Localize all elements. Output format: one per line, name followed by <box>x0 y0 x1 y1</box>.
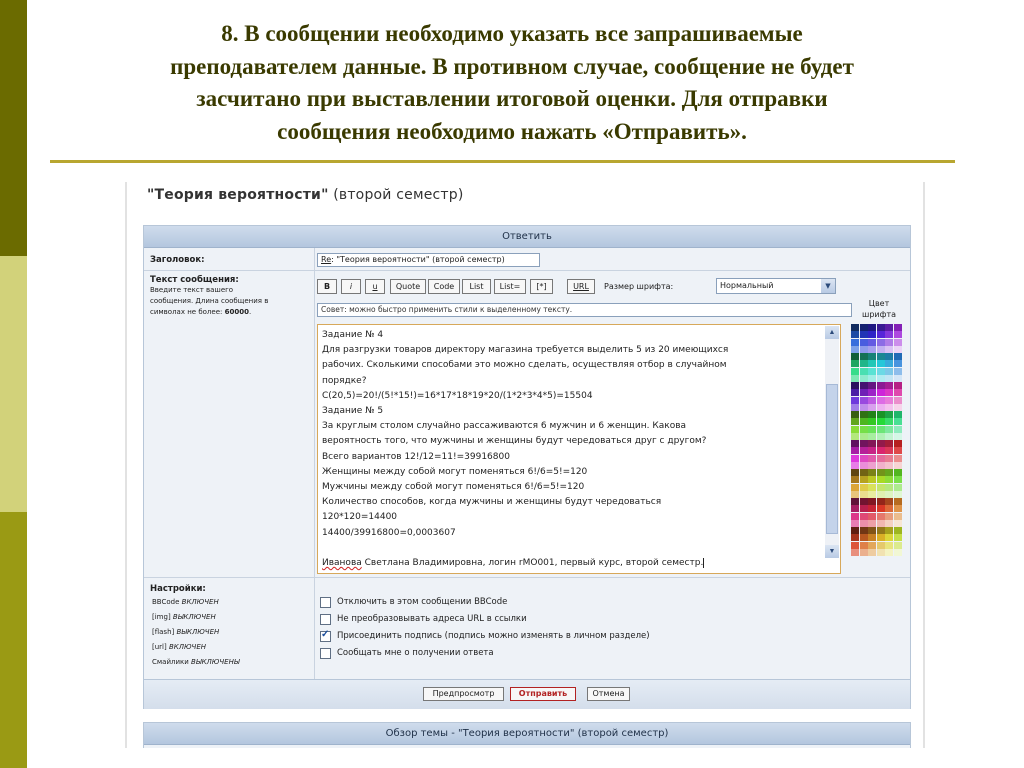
palette-color-swatch[interactable] <box>860 360 868 367</box>
palette-color-swatch[interactable] <box>851 476 859 483</box>
palette-color-swatch[interactable] <box>860 534 868 541</box>
palette-color-swatch[interactable] <box>851 549 859 556</box>
palette-color-swatch[interactable] <box>877 513 885 520</box>
palette-color-swatch[interactable] <box>868 476 876 483</box>
palette-color-swatch[interactable] <box>894 418 902 425</box>
palette-color-swatch[interactable] <box>868 447 876 454</box>
palette-color-swatch[interactable] <box>885 433 893 440</box>
palette-color-swatch[interactable] <box>894 331 902 338</box>
palette-color-swatch[interactable] <box>894 382 902 389</box>
palette-color-swatch[interactable] <box>894 440 902 447</box>
message-line-signature <box>322 556 820 571</box>
message-line: Мужчины между собой могут поменяться 6!/6=5!=120 <box>322 482 585 493</box>
palette-color-swatch[interactable] <box>860 375 868 382</box>
palette-color-swatch[interactable] <box>868 469 876 476</box>
palette-color-swatch[interactable] <box>894 491 902 498</box>
topic-title-rest: (второй семестр) <box>328 187 464 203</box>
label-column-divider <box>314 248 315 679</box>
reply-form-header: Ответить <box>144 226 910 248</box>
attach-signature-checkbox[interactable] <box>320 631 331 642</box>
message-line: Количество способов, когда мужчины и женщины будут чередоваться <box>322 497 662 508</box>
palette-color-swatch[interactable] <box>860 368 868 375</box>
message-hint: Введите текст вашего сообщения. Длина сообщения в символах не более: 60000. <box>150 285 310 318</box>
palette-color-swatch[interactable] <box>885 491 893 498</box>
palette-color-swatch[interactable] <box>877 527 885 534</box>
message-line: Женщины между собой могут поменяться 6!/6=5!=120 <box>322 466 588 477</box>
message-text <box>322 328 820 571</box>
palette-color-swatch[interactable] <box>851 353 859 360</box>
palette-color-swatch[interactable] <box>851 368 859 375</box>
slide-title-line: засчитано при выставлении итоговой оценки. Для отправки <box>196 86 828 111</box>
subject-input[interactable] <box>317 253 540 267</box>
palette-color-swatch[interactable] <box>868 346 876 353</box>
palette-color-swatch[interactable] <box>885 462 893 469</box>
attach-signature-label[interactable]: Присоединить подпись (подпись можно изменять в личном разделе) <box>337 631 650 641</box>
palette-color-swatch[interactable] <box>860 426 868 433</box>
palette-color-swatch[interactable] <box>894 339 902 346</box>
palette-color-swatch[interactable] <box>860 418 868 425</box>
palette-color-swatch[interactable] <box>885 382 893 389</box>
palette-color-swatch[interactable] <box>894 469 902 476</box>
palette-color-swatch[interactable] <box>894 389 902 396</box>
palette-color-swatch[interactable] <box>877 462 885 469</box>
font-color-label-line: шрифта <box>862 310 896 319</box>
message-line: 14400/39916800=0,0003607 <box>322 527 456 538</box>
palette-color-swatch[interactable] <box>894 433 902 440</box>
palette-color-swatch[interactable] <box>868 397 876 404</box>
palette-color-swatch[interactable] <box>894 324 902 331</box>
palette-color-swatch[interactable] <box>851 418 859 425</box>
setting-state: ВЫКЛЮЧЕН <box>172 613 216 621</box>
palette-color-swatch[interactable] <box>860 397 868 404</box>
palette-color-swatch[interactable] <box>851 447 859 454</box>
slide-accent-bar <box>0 0 27 768</box>
palette-color-swatch[interactable] <box>877 498 885 505</box>
message-line: вероятность того, что мужчины и женщины будут чередоваться друг с другом? <box>322 436 707 447</box>
cancel-button[interactable]: Отмена <box>587 687 630 701</box>
palette-color-swatch[interactable] <box>868 418 876 425</box>
palette-color-swatch[interactable] <box>851 520 859 527</box>
message-line: рабочих. Сколькими способами это можно сделать, осуществляя отбор в случайном <box>322 360 727 371</box>
scrollbar-thumb[interactable] <box>826 384 838 534</box>
signature-name: Иванова <box>322 558 362 569</box>
palette-color-swatch[interactable] <box>868 455 876 462</box>
palette-color-swatch[interactable] <box>894 375 902 382</box>
notify-reply-label[interactable]: Сообщать мне о получении ответа <box>337 648 494 658</box>
palette-color-swatch[interactable] <box>885 534 893 541</box>
palette-color-swatch[interactable] <box>885 389 893 396</box>
message-hint-line: сообщения. Длина сообщения в <box>150 297 269 305</box>
message-line: C(20,5)=20!/(5!*15!)=16*17*18*19*20/(1*2*3*4*5)=15504 <box>322 390 593 401</box>
palette-color-swatch[interactable] <box>877 469 885 476</box>
palette-color-swatch[interactable] <box>860 447 868 454</box>
subject-value: : "Теория вероятности" (второй семестр) <box>331 255 505 264</box>
font-size-select[interactable] <box>716 278 836 294</box>
disable-url-checkbox[interactable] <box>320 614 331 625</box>
palette-color-swatch[interactable] <box>851 331 859 338</box>
palette-color-swatch[interactable] <box>894 520 902 527</box>
palette-color-swatch[interactable] <box>868 382 876 389</box>
palette-color-swatch[interactable] <box>851 542 859 549</box>
palette-color-swatch[interactable] <box>885 339 893 346</box>
slide-title-line: сообщения необходимо нажать «Отправить». <box>277 118 747 144</box>
palette-color-swatch[interactable] <box>894 368 902 375</box>
form-buttons <box>144 679 910 709</box>
palette-color-swatch[interactable] <box>877 375 885 382</box>
title-divider <box>50 160 955 163</box>
palette-color-swatch[interactable] <box>860 389 868 396</box>
palette-color-swatch[interactable] <box>885 476 893 483</box>
palette-color-swatch[interactable] <box>885 426 893 433</box>
palette-color-swatch[interactable] <box>851 346 859 353</box>
palette-color-swatch[interactable] <box>851 527 859 534</box>
accent-block-light <box>0 256 27 512</box>
palette-color-swatch[interactable] <box>894 404 902 411</box>
disable-bbcode-checkbox[interactable] <box>320 597 331 608</box>
palette-color-swatch[interactable] <box>877 433 885 440</box>
message-line: Задание № 4 <box>322 330 384 340</box>
setting-state: ВКЛЮЧЕН <box>168 643 207 651</box>
setting-name: BBCode <box>152 598 180 606</box>
palette-color-swatch[interactable] <box>851 534 859 541</box>
palette-color-swatch[interactable] <box>877 491 885 498</box>
scroll-up-icon[interactable]: ▲ <box>825 326 839 339</box>
palette-color-swatch[interactable] <box>894 476 902 483</box>
palette-color-swatch[interactable] <box>868 498 876 505</box>
palette-color-swatch[interactable] <box>868 411 876 418</box>
palette-color-swatch[interactable] <box>868 542 876 549</box>
palette-color-swatch[interactable] <box>894 513 902 520</box>
palette-color-swatch[interactable] <box>885 505 893 512</box>
slide-title <box>60 18 964 148</box>
palette-color-swatch[interactable] <box>860 324 868 331</box>
palette-color-swatch[interactable] <box>885 513 893 520</box>
palette-color-swatch[interactable] <box>894 505 902 512</box>
palette-color-swatch[interactable] <box>894 426 902 433</box>
palette-color-swatch[interactable] <box>860 331 868 338</box>
palette-color-swatch[interactable] <box>877 440 885 447</box>
setting-name: [img] <box>152 613 171 621</box>
palette-color-swatch[interactable] <box>877 549 885 556</box>
palette-color-swatch[interactable] <box>851 389 859 396</box>
palette-color-swatch[interactable] <box>885 353 893 360</box>
palette-color-swatch[interactable] <box>868 462 876 469</box>
list-item-button[interactable]: [*] <box>530 279 553 294</box>
palette-color-swatch[interactable] <box>851 411 859 418</box>
palette-color-swatch[interactable] <box>894 498 902 505</box>
subject-label: Заголовок: <box>150 255 205 265</box>
disable-url-label[interactable]: Не преобразовывать адреса URL в ссылки <box>337 614 527 624</box>
font-size-value: Нормальный <box>720 281 774 290</box>
palette-color-swatch[interactable] <box>851 455 859 462</box>
palette-color-swatch[interactable] <box>860 549 868 556</box>
message-line: Для разгрузки товаров директору магазина требуется выделить 5 из 20 имеющихся <box>322 345 729 356</box>
palette-color-swatch[interactable] <box>851 426 859 433</box>
font-size-label: Размер шрифта: <box>604 282 674 291</box>
message-line: Задание № 5 <box>322 406 384 417</box>
font-color-palette[interactable] <box>851 324 902 556</box>
font-color-label <box>849 298 909 320</box>
palette-color-swatch[interactable] <box>885 447 893 454</box>
palette-color-swatch[interactable] <box>885 324 893 331</box>
palette-color-swatch[interactable] <box>885 331 893 338</box>
textarea-scrollbar[interactable] <box>825 326 839 558</box>
row-divider <box>144 270 910 271</box>
palette-color-swatch[interactable] <box>868 513 876 520</box>
palette-color-swatch[interactable] <box>851 404 859 411</box>
setting-name: [url] <box>152 643 167 651</box>
slide-title-line: 8. В сообщении необходимо указать все запрашиваемые <box>221 21 803 46</box>
message-line: За круглым столом случайно рассаживаются 6 мужчин и 6 женщин. Какова <box>322 421 687 432</box>
setting-state: ВЫКЛЮЧЕНЫ <box>191 658 240 666</box>
palette-color-swatch[interactable] <box>868 360 876 367</box>
palette-color-swatch[interactable] <box>860 498 868 505</box>
palette-color-swatch[interactable] <box>860 542 868 549</box>
scroll-down-icon[interactable]: ▼ <box>825 545 839 558</box>
message-line <box>322 541 820 556</box>
palette-color-swatch[interactable] <box>868 534 876 541</box>
palette-color-swatch[interactable] <box>894 455 902 462</box>
palette-color-swatch[interactable] <box>868 440 876 447</box>
palette-color-swatch[interactable] <box>885 397 893 404</box>
code-button[interactable]: Code <box>428 279 460 294</box>
palette-color-swatch[interactable] <box>860 455 868 462</box>
palette-color-swatch[interactable] <box>885 346 893 353</box>
palette-color-swatch[interactable] <box>894 542 902 549</box>
message-line: порядке? <box>322 375 367 386</box>
setting-url <box>152 643 206 651</box>
url-button[interactable]: URL <box>567 279 595 294</box>
palette-color-swatch[interactable] <box>851 360 859 367</box>
palette-color-swatch[interactable] <box>868 404 876 411</box>
palette-color-swatch[interactable] <box>860 520 868 527</box>
underline-button[interactable]: u <box>365 279 385 294</box>
message-label: Текст сообщения: <box>150 275 239 285</box>
palette-color-swatch[interactable] <box>860 433 868 440</box>
palette-color-swatch[interactable] <box>877 520 885 527</box>
palette-color-swatch[interactable] <box>877 339 885 346</box>
palette-color-swatch[interactable] <box>885 549 893 556</box>
palette-color-swatch[interactable] <box>894 353 902 360</box>
topic-review-header: Обзор темы - "Теория вероятности" (второй семестр) <box>144 723 910 745</box>
palette-color-swatch[interactable] <box>851 440 859 447</box>
settings-label: Настройки: <box>150 584 206 594</box>
palette-color-swatch[interactable] <box>860 484 868 491</box>
ordered-list-button[interactable]: List= <box>494 279 526 294</box>
palette-color-swatch[interactable] <box>885 527 893 534</box>
palette-color-swatch[interactable] <box>868 368 876 375</box>
message-hint-line: символах не более: <box>150 308 225 316</box>
palette-color-swatch[interactable] <box>860 513 868 520</box>
palette-color-swatch[interactable] <box>868 520 876 527</box>
message-textarea[interactable] <box>317 324 841 574</box>
bold-button[interactable]: B <box>317 279 337 294</box>
topic-title-quoted[interactable]: "Теория вероятности" <box>147 187 329 203</box>
palette-color-swatch[interactable] <box>860 346 868 353</box>
palette-color-swatch[interactable] <box>868 505 876 512</box>
palette-color-swatch[interactable] <box>868 527 876 534</box>
palette-color-swatch[interactable] <box>877 382 885 389</box>
palette-color-swatch[interactable] <box>851 433 859 440</box>
palette-color-swatch[interactable] <box>860 505 868 512</box>
list-button[interactable]: List <box>462 279 491 294</box>
quote-button[interactable]: Quote <box>390 279 426 294</box>
palette-color-swatch[interactable] <box>894 527 902 534</box>
palette-color-swatch[interactable] <box>885 418 893 425</box>
palette-color-swatch[interactable] <box>851 382 859 389</box>
palette-color-swatch[interactable] <box>860 462 868 469</box>
palette-color-swatch[interactable] <box>885 469 893 476</box>
palette-color-swatch[interactable] <box>877 534 885 541</box>
palette-color-swatch[interactable] <box>868 389 876 396</box>
palette-color-swatch[interactable] <box>885 411 893 418</box>
setting-smilies <box>152 658 240 666</box>
setting-img <box>152 613 216 621</box>
palette-color-swatch[interactable] <box>868 375 876 382</box>
palette-color-swatch[interactable] <box>877 426 885 433</box>
palette-color-swatch[interactable] <box>868 484 876 491</box>
message-limit: 60000 <box>224 308 249 316</box>
slide-title-line: преподавателем данные. В противном случае, сообщение не будет <box>170 53 854 79</box>
setting-name: Смайлики <box>152 658 189 666</box>
palette-color-swatch[interactable] <box>894 462 902 469</box>
palette-color-swatch[interactable] <box>877 389 885 396</box>
palette-color-swatch[interactable] <box>877 346 885 353</box>
signature-rest: Светлана Владимировна, логин rMO001, первый курс, второй семестр. <box>361 558 704 569</box>
palette-color-swatch[interactable] <box>877 484 885 491</box>
message-line: Всего вариантов 12!/12=11!=39916800 <box>322 451 510 462</box>
setting-flash <box>152 628 219 636</box>
palette-color-swatch[interactable] <box>860 353 868 360</box>
palette-color-swatch[interactable] <box>894 447 902 454</box>
palette-color-swatch[interactable] <box>851 469 859 476</box>
message-line: 120*120=14400 <box>322 512 398 523</box>
tip-field: Совет: можно быстро применить стили к выделенному тексту. <box>317 303 852 317</box>
palette-color-swatch[interactable] <box>877 411 885 418</box>
palette-color-swatch[interactable] <box>868 331 876 338</box>
palette-color-swatch[interactable] <box>860 382 868 389</box>
font-color-label-line: Цвет <box>868 299 890 308</box>
palette-color-swatch[interactable] <box>868 491 876 498</box>
palette-color-swatch[interactable] <box>860 411 868 418</box>
palette-color-swatch[interactable] <box>877 331 885 338</box>
chevron-down-icon[interactable]: ▼ <box>821 279 835 293</box>
palette-color-swatch[interactable] <box>877 476 885 483</box>
palette-color-swatch[interactable] <box>860 440 868 447</box>
palette-color-swatch[interactable] <box>851 462 859 469</box>
palette-color-swatch[interactable] <box>851 375 859 382</box>
palette-color-swatch[interactable] <box>851 397 859 404</box>
palette-color-swatch[interactable] <box>851 339 859 346</box>
palette-color-swatch[interactable] <box>868 353 876 360</box>
palette-color-swatch[interactable] <box>860 404 868 411</box>
palette-color-swatch[interactable] <box>851 484 859 491</box>
palette-color-swatch[interactable] <box>877 542 885 549</box>
palette-color-swatch[interactable] <box>851 513 859 520</box>
palette-color-swatch[interactable] <box>885 360 893 367</box>
setting-state: ВКЛЮЧЕН <box>181 598 219 606</box>
palette-color-swatch[interactable] <box>894 549 902 556</box>
palette-color-swatch[interactable] <box>885 520 893 527</box>
palette-color-swatch[interactable] <box>877 353 885 360</box>
palette-color-swatch[interactable] <box>860 527 868 534</box>
preview-button[interactable]: Предпросмотр <box>423 687 504 701</box>
palette-color-swatch[interactable] <box>868 433 876 440</box>
text-cursor <box>703 558 704 568</box>
disable-bbcode-label[interactable]: Отключить в этом сообщении BBCode <box>337 597 508 607</box>
palette-color-swatch[interactable] <box>868 339 876 346</box>
palette-color-swatch[interactable] <box>885 404 893 411</box>
topic-title[interactable] <box>147 187 464 203</box>
palette-color-swatch[interactable] <box>851 498 859 505</box>
palette-color-swatch[interactable] <box>885 484 893 491</box>
palette-color-swatch[interactable] <box>868 324 876 331</box>
palette-color-swatch[interactable] <box>894 397 902 404</box>
accent-block-dark <box>0 0 27 256</box>
palette-color-swatch[interactable] <box>877 505 885 512</box>
palette-color-swatch[interactable] <box>885 375 893 382</box>
palette-color-swatch[interactable] <box>877 418 885 425</box>
subject-re: Re <box>321 255 332 264</box>
reply-form <box>143 225 911 709</box>
palette-color-swatch[interactable] <box>885 455 893 462</box>
palette-color-swatch[interactable] <box>860 339 868 346</box>
palette-color-swatch[interactable] <box>860 469 868 476</box>
palette-color-swatch[interactable] <box>860 491 868 498</box>
palette-color-swatch[interactable] <box>894 411 902 418</box>
palette-color-swatch[interactable] <box>851 324 859 331</box>
submit-button[interactable]: Отправить <box>510 687 576 701</box>
palette-color-swatch[interactable] <box>885 498 893 505</box>
topic-review <box>143 722 911 748</box>
setting-bbcode <box>152 598 219 606</box>
palette-color-swatch[interactable] <box>877 324 885 331</box>
italic-button[interactable]: i <box>341 279 361 294</box>
palette-color-swatch[interactable] <box>877 455 885 462</box>
palette-color-swatch[interactable] <box>885 368 893 375</box>
palette-color-swatch[interactable] <box>894 534 902 541</box>
forum-screenshot <box>125 182 925 748</box>
setting-state: ВЫКЛЮЧЕН <box>176 628 220 636</box>
palette-color-swatch[interactable] <box>877 360 885 367</box>
row-divider <box>144 577 910 578</box>
palette-color-swatch[interactable] <box>851 505 859 512</box>
accent-block-mid <box>0 512 27 768</box>
palette-color-swatch[interactable] <box>894 360 902 367</box>
palette-color-swatch[interactable] <box>868 426 876 433</box>
palette-color-swatch[interactable] <box>877 404 885 411</box>
palette-color-swatch[interactable] <box>885 440 893 447</box>
notify-reply-checkbox[interactable] <box>320 648 331 659</box>
palette-color-swatch[interactable] <box>894 346 902 353</box>
palette-color-swatch[interactable] <box>868 549 876 556</box>
palette-color-swatch[interactable] <box>877 447 885 454</box>
palette-color-swatch[interactable] <box>885 542 893 549</box>
palette-color-swatch[interactable] <box>860 476 868 483</box>
palette-color-swatch[interactable] <box>851 491 859 498</box>
palette-color-swatch[interactable] <box>877 368 885 375</box>
message-hint-line: Введите текст вашего <box>150 286 234 294</box>
setting-name: [flash] <box>152 628 175 636</box>
palette-color-swatch[interactable] <box>877 397 885 404</box>
palette-color-swatch[interactable] <box>894 484 902 491</box>
